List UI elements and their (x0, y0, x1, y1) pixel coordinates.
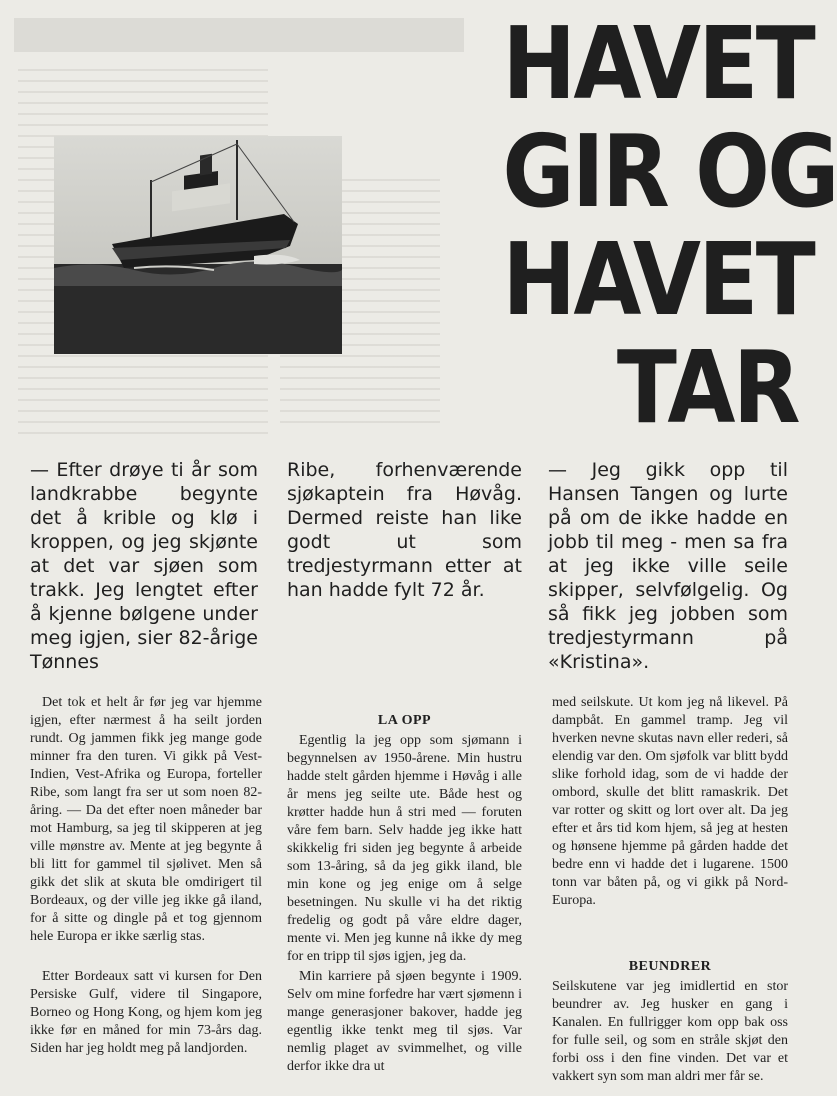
body-paragraph: Det tok et helt år før jeg var hjemme igjen, efter nærmest å ha seilt jorden rundt. Og jammen fikk jeg mange gode minner fra den turen. Vi gikk på Vest-Indien, Vest-Afrika og Europa, forteller Ribe, som langt fra ser ut som noen 82-åring. — Da det efter noen måneder bar mot Hamburg, sa jeg til skipperen at jeg ville mønstre av. Mente at jeg begynte å bli litt for gammel til sjølivet. Men så gikk det slik at skuta ble omdirigert til Bordeaux, og der ville jeg ikke gå iland, for å sitte og dingle på et tog gjennom hele Europa er ikke særlig stas. (30, 695, 262, 944)
body-column-3-continued (552, 958, 788, 1096)
subhead-beundrer: BEUNDRER (628, 959, 712, 974)
headline-line-2: GIR OG (502, 113, 837, 230)
lead-column-2: Ribe, forhenværende sjøkaptein fra Høvåg. Dermed reiste han like godt ut som tredjestyrmann etter at han hadde fylt 72 år. (287, 459, 522, 601)
headline-line-4: TAR (616, 329, 798, 446)
ship-photo (54, 136, 342, 354)
headline-line-3: HAVET (502, 221, 814, 338)
headline-line-1: HAVET (502, 5, 814, 122)
body-column-1-continued (30, 968, 262, 1068)
body-paragraph: Etter Bordeaux satt vi kursen for Den Persiske Gulf, videre til Singapore, Borneo og Hong Kong, og hjem kom jeg ikke før en måned for min 73-års dag. Siden har jeg holdt meg på landjorden. (30, 969, 262, 1056)
headline (502, 5, 837, 446)
body-column-3 (552, 694, 788, 920)
lead-column-3: — Jeg gikk opp til Hansen Tangen og lurte på om de ikke hadde en jobb til meg - men sa fra at jeg ikke ville seile skipper, selvfølgelig. Og så fikk jeg jobben som tredjestyrmann på «Kristina». (548, 459, 788, 673)
body-paragraph: Min karriere på sjøen begynte i 1909. Selv om mine forfedre har vært sjømenn i mange generasjoner bakover, hadde jeg egentlig ikke tenkt meg til sjøs. Var nemlig plaget av svimmelhet, og ville derfor ikke dra ut (287, 969, 522, 1074)
body-column-1 (30, 694, 262, 956)
body-column-2-continued (287, 968, 522, 1086)
lead-column-1: — Efter drøye ti år som landkrabbe begynte det å krible og klø i kroppen, og jeg skjønte at det var sjøen som trakk. Jeg lengtet efter å kjenne bølgene under meg igjen, sier 82-årige Tønnes (30, 459, 258, 673)
body-paragraph: Egentlig la jeg opp som sjømann i begynnelsen av 1950-årene. Min hustru hadde stelt gården hjemme i Høvåg i alle år mens jeg seilte ute. Både hest og krøtter hadde hun å stri med — foruten våre fem barn. Selv hadde jeg ikke hatt skikkelig fri siden jeg begynte å arbeide som 13-åring, så da jeg gikk iland, ble min kone og jeg enige om å selge besetningen. Nu skulle vi ha det riktig fredelig og godt på våre eldre dager, mente vi. Men jeg kunne nå ikke dy meg for en tripp til sjøs igjen, jeg da. (287, 733, 522, 964)
body-column-2 (287, 712, 522, 976)
bleed-through-strip (14, 18, 464, 52)
body-paragraph: med seilskute. Ut kom jeg nå likevel. På dampbåt. En gammel tramp. Jeg vil hverken nevne skutas navn eller rederi, så elendig var den. Om sjøfolk var blitt bydd slike forhold idag, som de vi hadde der ombord, skulle det blitt ramaskrik. Det var rotter og skitt og lort over alt. Da jeg efter et års tid kom hjem, så jeg at hesten og hønsene hjemme på gården hadde det bedre enn vi hadde det i lugarene. 1500 tonn var båten på, og vi gikk på Nord-Europa. (552, 695, 788, 908)
body-paragraph: Seilskutene var jeg imidlertid en stor beundrer av. Jeg husker en gang i Kanalen. En fullrigger kom opp bak oss for fulle seil, og som en stråle skjøt den forbi oss i den fine vinden. Det var et vakkert syn som man aldri mer får se. (552, 979, 788, 1084)
subhead-la-opp: LA OPP (377, 713, 432, 728)
